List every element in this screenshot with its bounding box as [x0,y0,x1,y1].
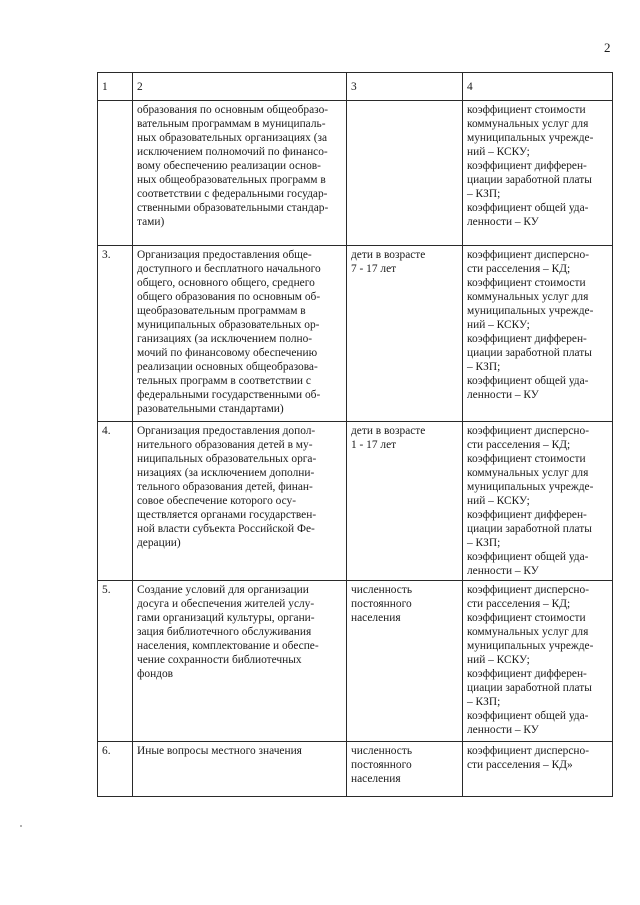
row-coefficients: коэффициент дисперсно- сти расселения – КД; коэффициент стоимости коммунальных услуг для муниципальных учрежде- ний – КСКУ; коэффициент дифферен- циации заработной платы – КЗП; коэффициент общей уда- ленности – КУ [463,422,613,581]
row-number: 4. [98,422,133,581]
row-number: 6. [98,742,133,797]
coefficients-table [97,72,613,797]
scan-speck [20,825,22,827]
header-col-3: 3 [347,73,463,101]
header-col-2: 2 [133,73,347,101]
row-coefficients: коэффициент дисперсно- сти расселения – КД» [463,742,613,797]
row-coefficients: коэффициент стоимости коммунальных услуг для муниципальных учрежде- ний – КСКУ; коэффициент дифферен- циации заработной платы – КЗП; коэффициент общей уда- ленности – КУ [463,101,613,246]
row-issue: Создание условий для организации досуга и обеспечения жителей услу- гами организаций культуры, органи- зация библиотечного обслуживания населения, комплектование и обеспе- чение сохранности библиотечных фондов [133,581,347,742]
table-row [98,101,613,246]
table-row [98,422,613,581]
row-number: 3. [98,246,133,422]
row-indicator: численность постоянного населения [347,742,463,797]
header-col-1: 1 [98,73,133,101]
header-col-4: 4 [463,73,613,101]
row-indicator [347,101,463,246]
table-row [98,742,613,797]
table-row [98,246,613,422]
row-issue: Организация предоставления допол- нительного образования детей в му- ниципальных образовательных орга- низациях (за исключением дополни- тельного образования детей, финан- совое обеспечение которого осу- ществляется органами государствен- ной власти субъекта Российской Фе- дерации) [133,422,347,581]
row-indicator: численность постоянного населения [347,581,463,742]
row-number [98,101,133,246]
table-row [98,581,613,742]
row-coefficients: коэффициент дисперсно- сти расселения – КД; коэффициент стоимости коммунальных услуг для муниципальных учрежде- ний – КСКУ; коэффициент дифферен- циации заработной платы – КЗП; коэффициент общей уда- ленности – КУ [463,581,613,742]
table-header-row [98,73,613,101]
page-number: 2 [604,40,611,55]
row-indicator: дети в возрасте 1 - 17 лет [347,422,463,581]
row-issue: Организация предоставления обще- доступного и бесплатного начального общего, основного общего, среднего общего образования по основным об- щеобразовательным программам в муниципальных образовательных ор- ганизациях (за исключением полно- мочий по финансовому обеспечению реализации основных общеобразова- тельных программ в соответствии с федеральными государственными об- разовательными стандартами) [133,246,347,422]
row-indicator: дети в возрасте 7 - 17 лет [347,246,463,422]
row-number: 5. [98,581,133,742]
row-issue: Иные вопросы местного значения [133,742,347,797]
row-coefficients: коэффициент дисперсно- сти расселения – КД; коэффициент стоимости коммунальных услуг для муниципальных учрежде- ний – КСКУ; коэффициент дифферен- циации заработной платы – КЗП; коэффициент общей уда- ленности – КУ [463,246,613,422]
row-issue: образования по основным общеобразо- вательным программам в муниципаль- ных образовательных организациях (за исключением полномочий по финансо- вому обеспечению реализации основ- ных общеобразовательных программ в соответствии с федеральными государ- ственными образовательными стандар- тами) [133,101,347,246]
